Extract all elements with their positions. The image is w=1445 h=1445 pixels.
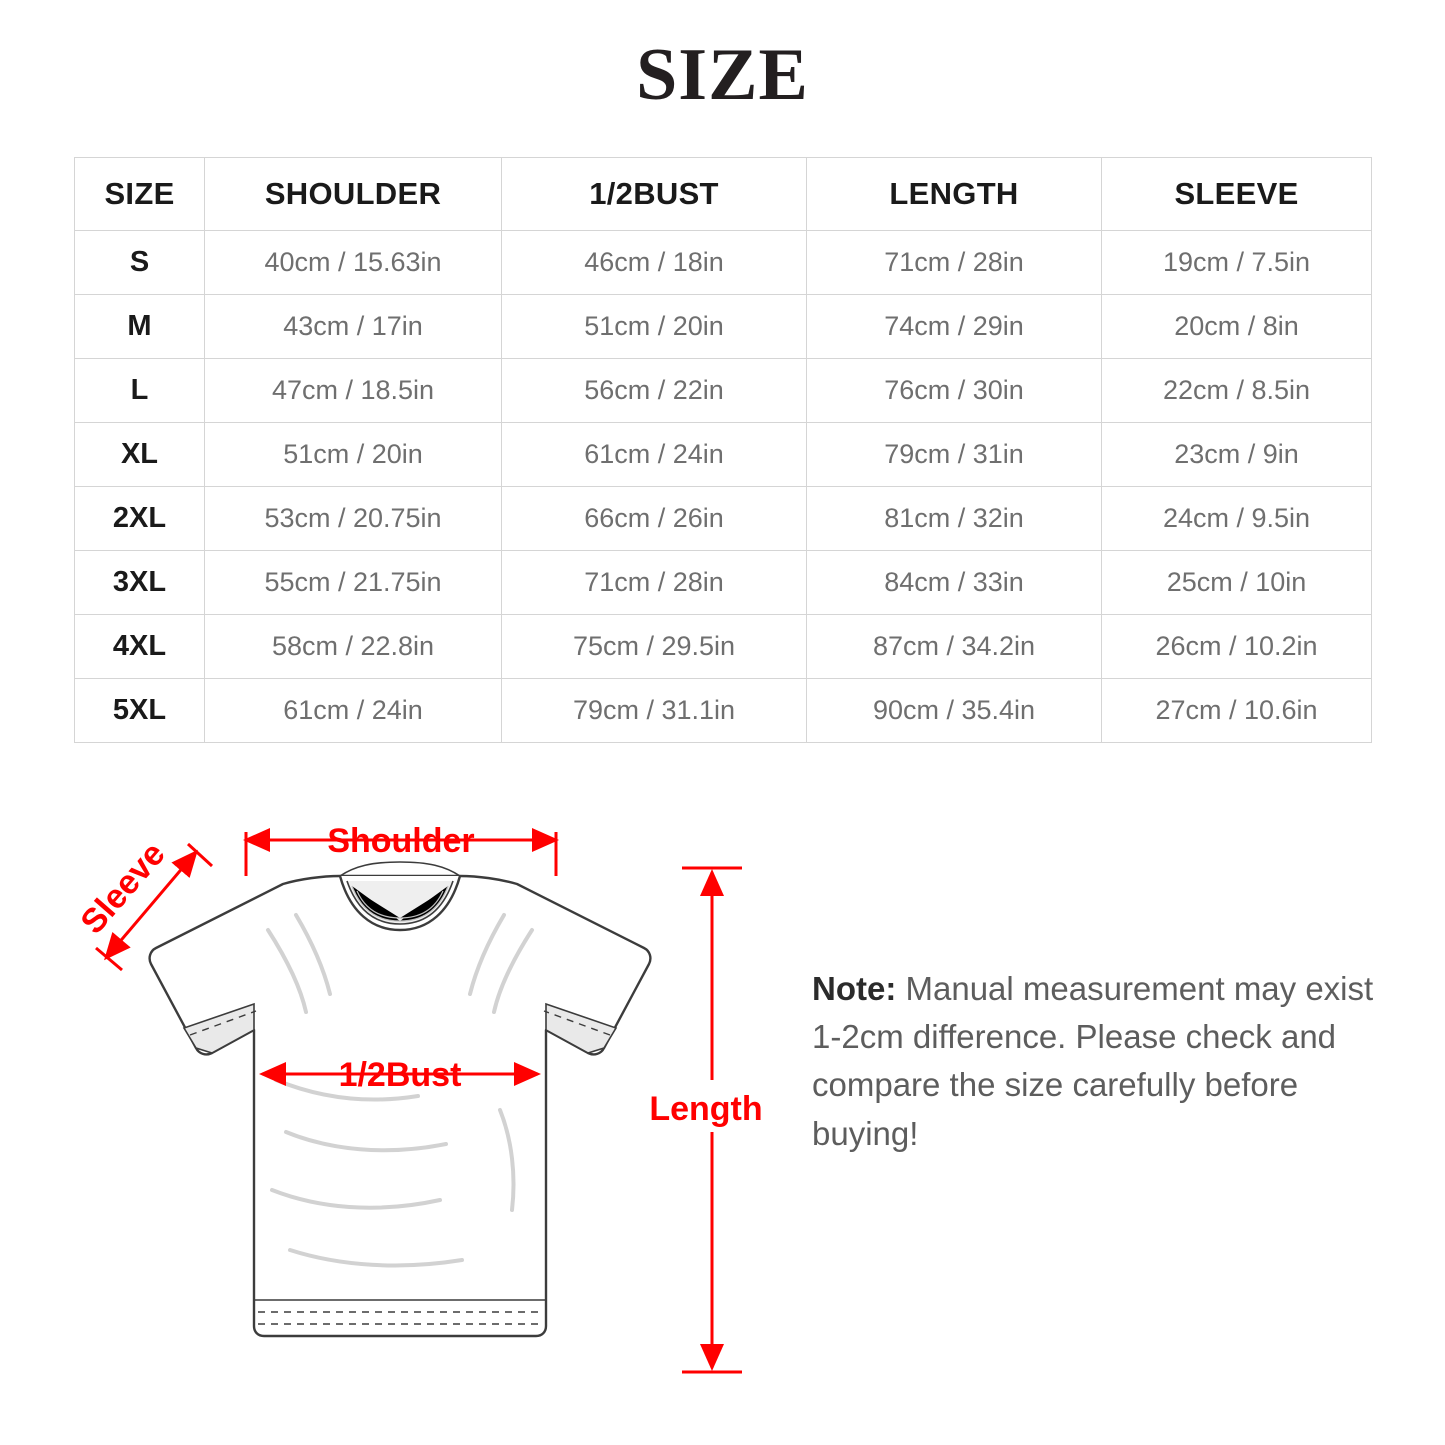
- table-row: [75, 615, 1372, 679]
- cell-size: M: [75, 295, 205, 359]
- cell-length: 79cm / 31in: [807, 423, 1102, 487]
- note-block: [812, 965, 1392, 1158]
- column-header-size: SIZE: [75, 158, 205, 231]
- cell-shoulder: 55cm / 21.75in: [205, 551, 502, 615]
- cell-sleeve: 23cm / 9in: [1102, 423, 1372, 487]
- cell-bust: 61cm / 24in: [502, 423, 807, 487]
- tshirt-measurement-diagram: [0, 780, 800, 1420]
- size-table-container: [74, 157, 1371, 743]
- cell-sleeve: 27cm / 10.6in: [1102, 679, 1372, 743]
- cell-size: 4XL: [75, 615, 205, 679]
- cell-sleeve: 22cm / 8.5in: [1102, 359, 1372, 423]
- table-row: [75, 487, 1372, 551]
- note-text: Manual measurement may exist 1-2cm difference. Please check and compare the size carefully before buying!: [812, 970, 1374, 1152]
- cell-bust: 46cm / 18in: [502, 231, 807, 295]
- cell-length: 90cm / 35.4in: [807, 679, 1102, 743]
- cell-length: 74cm / 29in: [807, 295, 1102, 359]
- column-header-shoulder: SHOULDER: [205, 158, 502, 231]
- sleeve-label: Sleeve: [73, 834, 173, 942]
- cell-shoulder: 53cm / 20.75in: [205, 487, 502, 551]
- cell-bust: 79cm / 31.1in: [502, 679, 807, 743]
- column-header-sleeve: SLEEVE: [1102, 158, 1372, 231]
- cell-bust: 66cm / 26in: [502, 487, 807, 551]
- cell-bust: 75cm / 29.5in: [502, 615, 807, 679]
- column-header-length: LENGTH: [807, 158, 1102, 231]
- cell-size: S: [75, 231, 205, 295]
- cell-shoulder: 58cm / 22.8in: [205, 615, 502, 679]
- cell-shoulder: 47cm / 18.5in: [205, 359, 502, 423]
- cell-size: L: [75, 359, 205, 423]
- table-row: [75, 423, 1372, 487]
- cell-shoulder: 51cm / 20in: [205, 423, 502, 487]
- cell-size: 2XL: [75, 487, 205, 551]
- cell-length: 81cm / 32in: [807, 487, 1102, 551]
- bust-label: 1/2Bust: [338, 1056, 462, 1094]
- cell-shoulder: 40cm / 15.63in: [205, 231, 502, 295]
- table-row: [75, 231, 1372, 295]
- cell-shoulder: 61cm / 24in: [205, 679, 502, 743]
- shoulder-label: Shoulder: [327, 822, 475, 860]
- size-table: [74, 157, 1372, 743]
- length-label: Length: [649, 1090, 763, 1128]
- cell-shoulder: 43cm / 17in: [205, 295, 502, 359]
- cell-length: 84cm / 33in: [807, 551, 1102, 615]
- table-header-row: [75, 158, 1372, 231]
- table-row: [75, 295, 1372, 359]
- cell-length: 87cm / 34.2in: [807, 615, 1102, 679]
- cell-size: 3XL: [75, 551, 205, 615]
- cell-bust: 71cm / 28in: [502, 551, 807, 615]
- cell-bust: 51cm / 20in: [502, 295, 807, 359]
- cell-sleeve: 24cm / 9.5in: [1102, 487, 1372, 551]
- cell-sleeve: 25cm / 10in: [1102, 551, 1372, 615]
- cell-size: 5XL: [75, 679, 205, 743]
- table-row: [75, 679, 1372, 743]
- tshirt-illustration: [150, 862, 651, 1336]
- cell-sleeve: 19cm / 7.5in: [1102, 231, 1372, 295]
- table-row: [75, 359, 1372, 423]
- note-label: Note:: [812, 970, 897, 1007]
- cell-length: 76cm / 30in: [807, 359, 1102, 423]
- table-row: [75, 551, 1372, 615]
- column-header-bust: 1/2BUST: [502, 158, 807, 231]
- cell-sleeve: 26cm / 10.2in: [1102, 615, 1372, 679]
- cell-sleeve: 20cm / 8in: [1102, 295, 1372, 359]
- page-title: SIZE: [636, 34, 809, 116]
- cell-size: XL: [75, 423, 205, 487]
- cell-length: 71cm / 28in: [807, 231, 1102, 295]
- cell-bust: 56cm / 22in: [502, 359, 807, 423]
